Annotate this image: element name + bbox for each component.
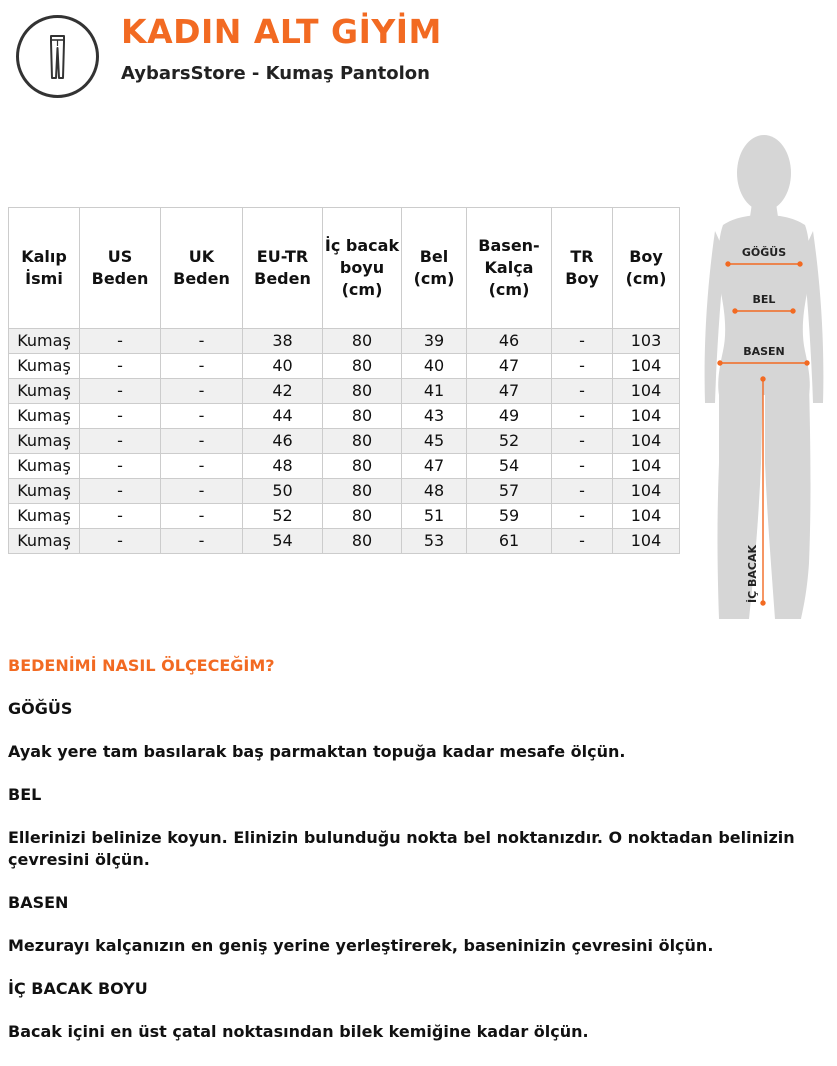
table-cell: 53 (402, 529, 467, 554)
inseam-label: İÇ BACAK (746, 544, 759, 603)
table-cell: - (552, 404, 613, 429)
table-cell: 80 (323, 429, 402, 454)
table-cell: - (552, 429, 613, 454)
table-cell: 80 (323, 454, 402, 479)
table-cell: - (80, 354, 161, 379)
table-cell: 80 (323, 529, 402, 554)
table-cell: 48 (243, 454, 323, 479)
table-cell: - (161, 354, 243, 379)
table-cell: 52 (243, 504, 323, 529)
guide-text-hip: Mezurayı kalçanızın en geniş yerine yerleştirerek, baseninizin çevresini ölçün. (8, 936, 714, 955)
table-cell: 104 (613, 479, 680, 504)
table-cell: 39 (402, 329, 467, 354)
table-cell: - (552, 529, 613, 554)
table-cell: - (161, 329, 243, 354)
table-cell: Kumaş (9, 529, 80, 554)
page-title: KADIN ALT GİYİM (121, 12, 442, 51)
pants-icon (19, 18, 96, 95)
table-cell: - (161, 529, 243, 554)
table-cell: 50 (243, 479, 323, 504)
size-chart-table (8, 207, 680, 554)
table-cell: - (552, 504, 613, 529)
guide-heading-chest: GÖĞÜS (8, 699, 73, 718)
table-cell: 40 (243, 354, 323, 379)
guide-text-waist: Ellerinizi belinize koyun. Elinizin bulunduğu nokta bel noktanızdır. O noktadan belinizin çevresini ölçün. (8, 828, 795, 869)
table-cell: 80 (323, 354, 402, 379)
table-row (9, 454, 680, 479)
table-cell: - (80, 329, 161, 354)
table-cell: 104 (613, 429, 680, 454)
table-cell: 48 (402, 479, 467, 504)
table-cell: - (80, 379, 161, 404)
table-row (9, 379, 680, 404)
table-cell: 80 (323, 504, 402, 529)
table-cell: - (80, 504, 161, 529)
table-cell: 104 (613, 454, 680, 479)
table-cell: Kumaş (9, 504, 80, 529)
table-cell: - (161, 479, 243, 504)
table-cell: 104 (613, 404, 680, 429)
table-cell: - (161, 454, 243, 479)
table-cell: 54 (243, 529, 323, 554)
column-header: US Beden (80, 208, 161, 329)
table-row (9, 404, 680, 429)
column-header: Boy (cm) (613, 208, 680, 329)
table-cell: 54 (467, 454, 552, 479)
table-cell: - (161, 504, 243, 529)
table-cell: Kumaş (9, 454, 80, 479)
table-cell: 52 (467, 429, 552, 454)
column-header: İç bacak boyu (cm) (323, 208, 402, 329)
table-cell: Kumaş (9, 404, 80, 429)
table-cell: 80 (323, 479, 402, 504)
table-cell: 61 (467, 529, 552, 554)
table-cell: 57 (467, 479, 552, 504)
table-cell: 104 (613, 354, 680, 379)
column-header: EU-TR Beden (243, 208, 323, 329)
table-cell: 49 (467, 404, 552, 429)
table-cell: 51 (402, 504, 467, 529)
table-cell: 80 (323, 404, 402, 429)
table-row (9, 354, 680, 379)
table-cell: 104 (613, 379, 680, 404)
waist-label: BEL (752, 293, 776, 306)
table-cell: 104 (613, 504, 680, 529)
table-cell: - (80, 454, 161, 479)
table-row (9, 504, 680, 529)
table-cell: 46 (243, 429, 323, 454)
column-header: UK Beden (161, 208, 243, 329)
table-cell: 38 (243, 329, 323, 354)
page-subtitle: AybarsStore - Kumaş Pantolon (121, 63, 430, 84)
table-cell: 42 (243, 379, 323, 404)
table-cell: Kumaş (9, 379, 80, 404)
column-header: Bel (cm) (402, 208, 467, 329)
table-row (9, 479, 680, 504)
column-header: Kalıp İsmi (9, 208, 80, 329)
table-cell: 40 (402, 354, 467, 379)
table-cell: Kumaş (9, 479, 80, 504)
table-cell: - (161, 404, 243, 429)
table-cell: Kumaş (9, 354, 80, 379)
table-cell: 44 (243, 404, 323, 429)
table-cell: - (552, 379, 613, 404)
table-cell: - (552, 479, 613, 504)
table-cell: - (80, 479, 161, 504)
brand-logo (16, 15, 99, 98)
table-cell: 59 (467, 504, 552, 529)
table-cell: Kumaş (9, 329, 80, 354)
table-cell: 41 (402, 379, 467, 404)
table-row (9, 429, 680, 454)
table-cell: - (80, 529, 161, 554)
chest-label: GÖĞÜS (741, 246, 787, 259)
table-row (9, 329, 680, 354)
table-cell: 103 (613, 329, 680, 354)
table-cell: - (552, 329, 613, 354)
table-cell: - (552, 354, 613, 379)
guide-heading-hip: BASEN (8, 893, 69, 912)
table-cell: 47 (467, 354, 552, 379)
table-cell: - (161, 429, 243, 454)
table-cell: - (80, 404, 161, 429)
table-row (9, 529, 680, 554)
hip-label: BASEN (743, 345, 785, 358)
table-cell: 47 (402, 454, 467, 479)
table-cell: 80 (323, 329, 402, 354)
column-header: Basen-Kalça (cm) (467, 208, 552, 329)
table-cell: - (80, 429, 161, 454)
guide-heading-waist: BEL (8, 785, 42, 804)
body-measurement-figure (695, 133, 835, 625)
table-cell: Kumaş (9, 429, 80, 454)
table-cell: 104 (613, 529, 680, 554)
column-header: TR Boy (552, 208, 613, 329)
table-cell: 46 (467, 329, 552, 354)
measurement-guide (8, 655, 818, 1043)
table-cell: 47 (467, 379, 552, 404)
table-cell: 80 (323, 379, 402, 404)
guide-text-inseam: Bacak içini en üst çatal noktasından bilek kemiğine kadar ölçün. (8, 1022, 589, 1041)
table-cell: - (552, 454, 613, 479)
table-cell: 45 (402, 429, 467, 454)
guide-text-chest: Ayak yere tam basılarak baş parmaktan topuğa kadar mesafe ölçün. (8, 742, 626, 761)
table-cell: 43 (402, 404, 467, 429)
table-header-row (9, 208, 680, 329)
guide-question: BEDENİMİ NASIL ÖLÇECEĞİM? (8, 656, 275, 675)
table-cell: - (161, 379, 243, 404)
guide-heading-inseam: İÇ BACAK BOYU (8, 979, 148, 998)
